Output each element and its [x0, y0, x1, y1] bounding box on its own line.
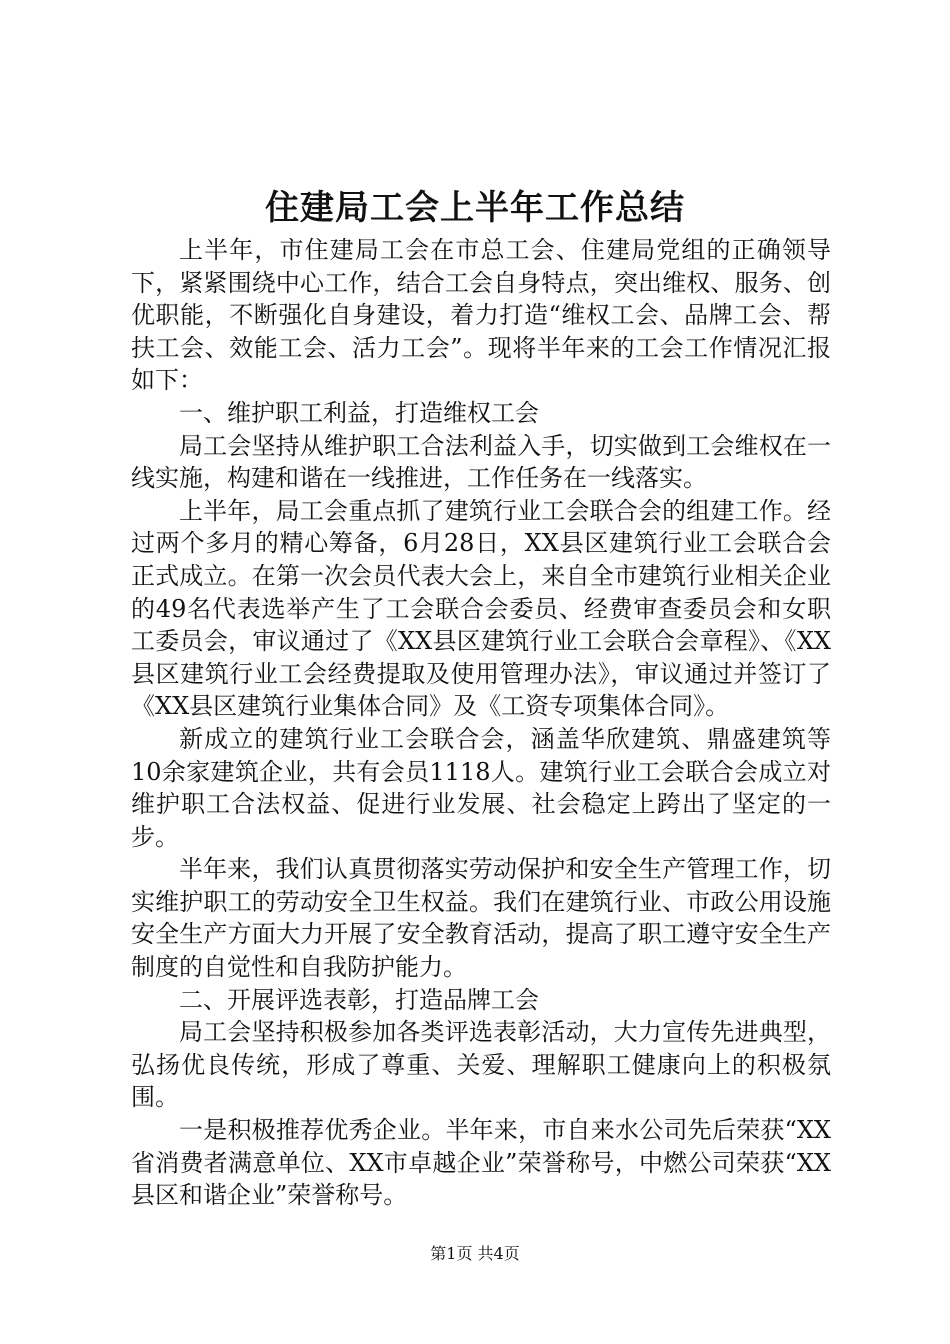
paragraph: 局工会坚持从维护职工合法利益入手，切实做到工会维权在一线实施，构建和谐在一线推进，工作任务在一线落实。	[131, 431, 831, 493]
paragraph: 上半年，局工会重点抓了建筑行业工会联合会的组建工作。经过两个多月的精心筹备，6月28日，XX县区建筑行业工会联合会正式成立。在第一次会员代表大会上，来自全市建筑行业相关企业的49名代表选举产生了工会联合会委员、经费审查委员会和女职工委员会，审议通过了《XX县区建筑行业工会联合会章程》、《XX县区建筑行业工会经费提取及使用管理办法》，审议通过并签订了《XX县区建筑行业集体合同》及《工资专项集体合同》。	[131, 496, 831, 721]
paragraph-intro: 上半年，市住建局工会在市总工会、住建局党组的正确领导下，紧紧围绕中心工作，结合工会自身特点，突出维权、服务、创优职能，不断强化自身建设，着力打造“维权工会、品牌工会、帮扶工会、效能工会、活力工会”。现将半年来的工会工作情况汇报如下：	[131, 236, 831, 395]
paragraph: 新成立的建筑行业工会联合会，涵盖华欣建筑、鼎盛建筑等10余家建筑企业，共有会员1118人。建筑行业工会联合会成立对维护职工合法权益、促进行业发展、社会稳定上跨出了坚定的一步。	[131, 724, 831, 851]
paragraph: 半年来，我们认真贯彻落实劳动保护和安全生产管理工作，切实维护职工的劳动安全卫生权益。我们在建筑行业、市政公用设施安全生产方面大力开展了安全教育活动，提高了职工遵守安全生产制度的自觉性和自我防护能力。	[131, 855, 831, 982]
section-heading-2: 二、开展评选表彰，打造品牌工会	[179, 985, 539, 1014]
section-heading-1: 一、维护职工利益，打造维权工会	[179, 398, 539, 427]
document-body	[131, 234, 831, 1212]
paragraph: 局工会坚持积极参加各类评选表彰活动，大力宣传先进典型，弘扬优良传统，形成了尊重、关爱、理解职工健康向上的积极氛围。	[131, 1018, 831, 1112]
document-title: 住建局工会上半年工作总结	[265, 188, 685, 228]
paragraph: 一是积极推荐优秀企业。半年来，市自来水公司先后荣获“XX省消费者满意单位、XX市卓越企业”荣誉称号，中燃公司荣获“XX县区和谐企业”荣誉称号。	[131, 1116, 831, 1210]
page-number-footer: 第1页 共4页	[430, 1244, 520, 1263]
